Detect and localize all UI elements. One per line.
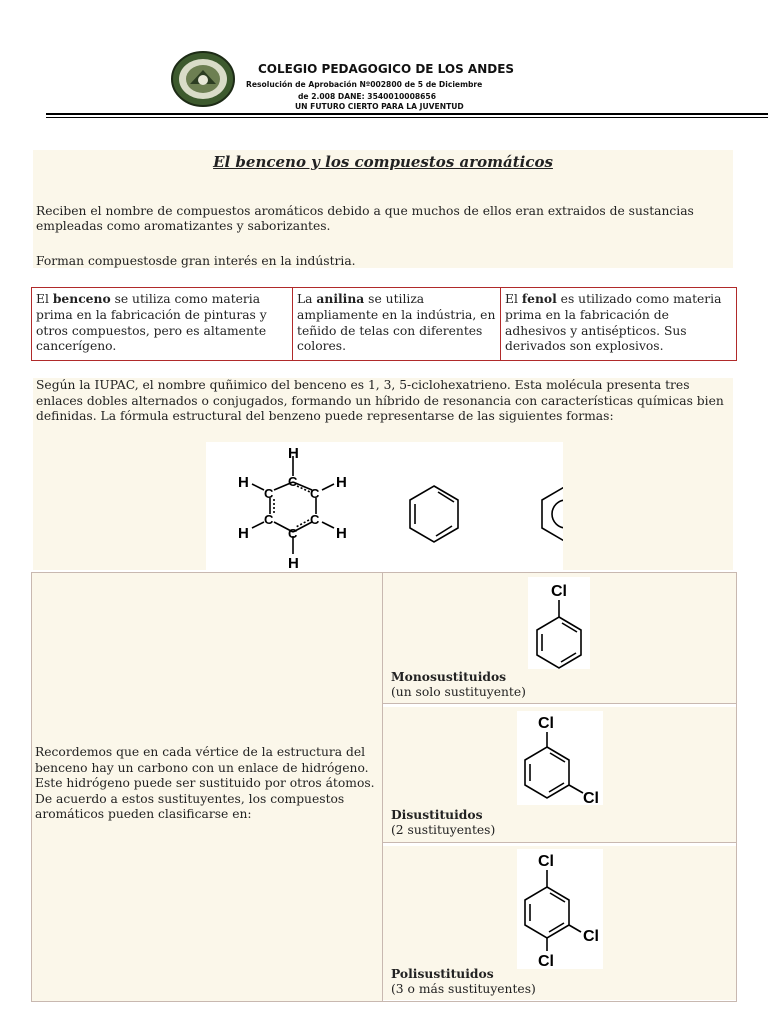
atom-h: H <box>336 525 347 542</box>
atom-c: C <box>264 512 274 527</box>
poli-cell <box>383 846 736 1000</box>
atom-h: H <box>288 555 299 570</box>
atom-h: H <box>238 474 249 491</box>
intro-section <box>33 150 733 268</box>
svg-text:Cl: Cl <box>583 928 599 945</box>
school-motto: UN FUTURO CIERTO PARA LA JUVENTUD <box>295 102 464 111</box>
school-crest-icon <box>170 50 236 108</box>
mono-label: Monosustituidos (un solo sustituyente) <box>391 669 526 699</box>
atom-c: C <box>310 486 320 501</box>
svg-text:Cl: Cl <box>538 953 554 969</box>
atom-h: H <box>288 445 299 462</box>
benzene-structures <box>206 442 563 570</box>
use-cell-fenol: El fenol es utilizado como materia prima en la fabricación de adhesivos y antisépticos. Sus derivados son explosivos. <box>505 291 722 354</box>
atom-h: H <box>238 525 249 542</box>
page-title: El benceno y los compuestos aromáticos <box>213 153 553 171</box>
di-cell <box>383 707 736 843</box>
uses-table <box>31 287 737 361</box>
dichlorobenzene-structure <box>517 711 603 805</box>
iupac-paragraph: Según la IUPAC, el nombre quñimico del benceno es 1, 3, 5-ciclohexatrieno. Esta molécula presenta tres enlaces dobles alternados o conjugados, formando un híbrido de resonancia con características químicas bien definidas. La fórmula estructural del benzeno puede representarse de las siguientes formas: <box>36 378 724 423</box>
iupac-section <box>33 378 733 570</box>
poli-label: Polisustituidos (3 o más sustituyentes) <box>391 966 536 996</box>
svg-text:Cl: Cl <box>583 790 599 805</box>
school-name: COLEGIO PEDAGOGICO DE LOS ANDES <box>258 62 515 76</box>
atom-c: C <box>288 474 298 489</box>
atom-h: H <box>336 474 347 491</box>
mono-cell <box>383 573 736 704</box>
use-cell-anilina: La anilina se utiliza ampliamente en la indústria, en teñido de telas con diferentes colores. <box>293 288 501 360</box>
atom-c: C <box>310 512 320 527</box>
use-cell-benceno: El benceno se utiliza como materia prima en la fabricación de pinturas y otros compuestos, pero es altamente cancerígeno. <box>32 288 293 360</box>
intro-paragraph: Reciben el nombre de compuestos aromáticos debido a que muchos de ellos eran extraidos de sustancias empleadas como aromatizantes y saborizantes. <box>36 204 694 233</box>
di-label: Disustituidos (2 sustituyentes) <box>391 807 496 837</box>
atom-c: C <box>264 486 274 501</box>
chlorobenzene-structure <box>528 577 590 669</box>
benzene-resonance-hexagon <box>542 486 563 542</box>
trichlorobenzene-structure <box>517 849 603 969</box>
header-divider <box>46 113 768 115</box>
header-divider-thin <box>46 117 768 118</box>
dane-text: de 2.008 DANE: 3540010008656 <box>298 92 436 101</box>
resolution-text: Resolución de Aprobación Nº002800 de 5 de Diciembre <box>246 80 483 89</box>
industry-paragraph: Forman compuestosde gran interés en la indústria. <box>36 254 356 268</box>
svg-text:Cl: Cl <box>538 853 554 870</box>
classification-table <box>31 572 737 1002</box>
classification-paragraph: Recordemos que en cada vértice de la estructura del benceno hay un carbono con un enlace de hidrógeno. Este hidrógeno puede ser sustituido por otros átomos. De acuerdo a estos sustituyentes, los compuestos aromáticos pueden clasificarse en: <box>35 745 375 821</box>
classification-text-cell <box>32 573 383 1001</box>
benzene-kekule-hexagon <box>410 486 458 542</box>
svg-text:Cl: Cl <box>551 583 567 600</box>
atom-c: C <box>288 526 298 541</box>
svg-text:Cl: Cl <box>538 715 554 732</box>
